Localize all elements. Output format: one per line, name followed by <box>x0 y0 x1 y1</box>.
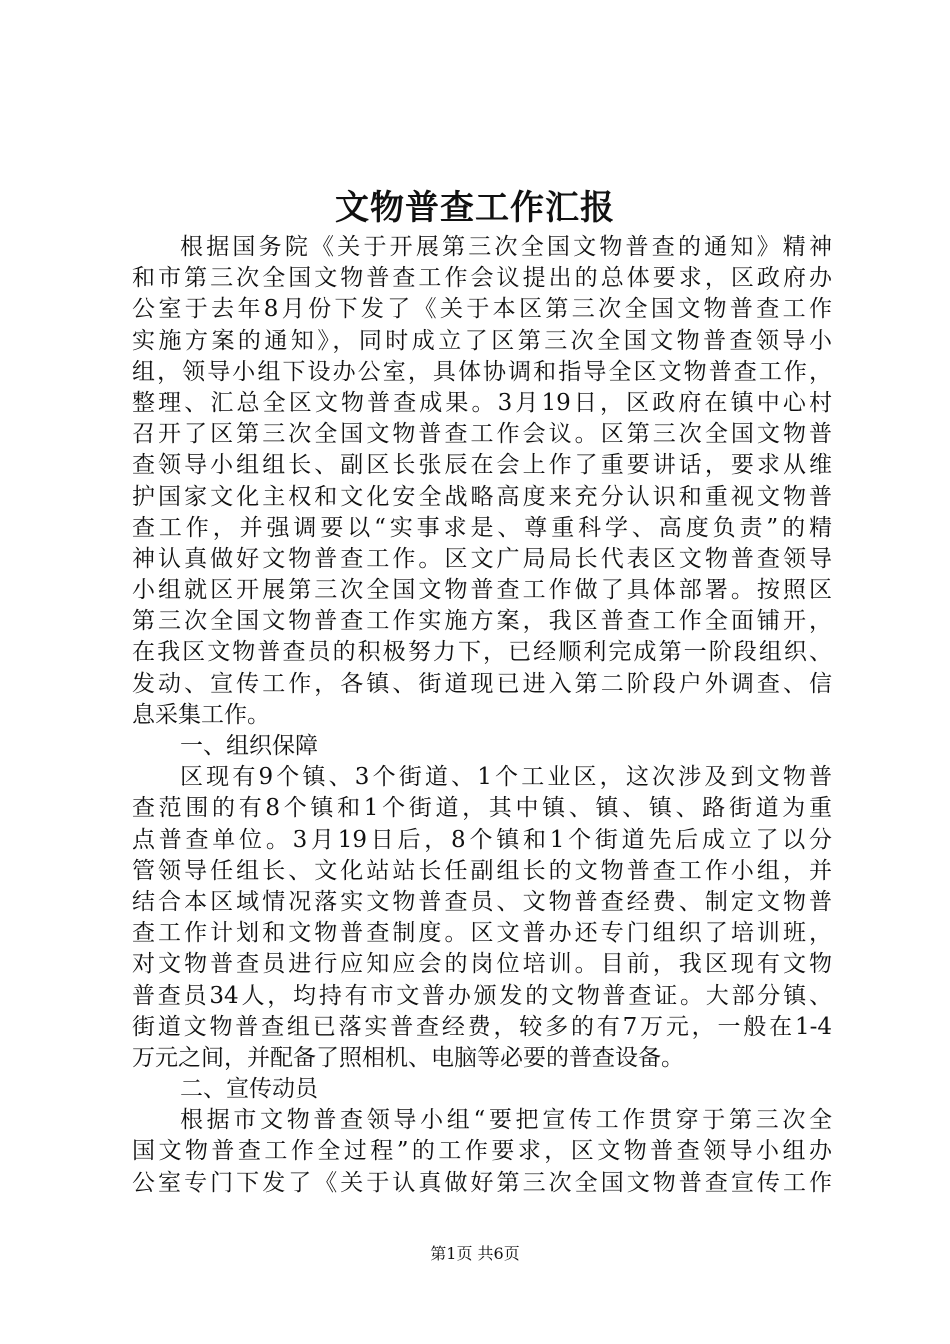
text-line: 查工作计划和文物普查制度。区文普办还专门组织了培训班， <box>132 920 832 947</box>
document-title: 文物普查工作汇报 <box>335 188 615 228</box>
text-line: 管领导任组长、文化站站长任副组长的文物普查工作小组，并 <box>132 857 832 884</box>
text-line: 和市第三次全国文物普查工作会议提出的总体要求，区政府办 <box>132 265 832 292</box>
text-line: 在我区文物普查员的积极努力下，已经顺利完成第一阶段组织、 <box>132 639 832 666</box>
text-line: 对文物普查员进行应知应会的岗位培训。目前，我区现有文物 <box>132 951 832 978</box>
text-line: 结合本区域情况落实文物普查员、文物普查经费、制定文物普 <box>132 888 832 915</box>
text-line: 实施方案的通知》，同时成立了区第三次全国文物普查领导小 <box>132 327 832 354</box>
text-line: 公室专门下发了《关于认真做好第三次全国文物普查宣传工作 <box>132 1169 832 1196</box>
text-line: 小组就区开展第三次全国文物普查工作做了具体部署。按照区 <box>132 577 832 604</box>
text-line: 点普查单位。3月19日后，8个镇和1个街道先后成立了以分 <box>132 826 832 853</box>
section-heading: 二、宣传动员 <box>180 1076 318 1103</box>
text-line: 根据市文物普查领导小组“要把宣传工作贯穿于第三次全 <box>180 1107 832 1134</box>
text-line: 万元之间，并配备了照相机、电脑等必要的普查设备。 <box>132 1044 684 1071</box>
text-line: 发动、宣传工作，各镇、街道现已进入第二阶段户外调查、信 <box>132 670 832 697</box>
text-line: 神认真做好文物普查工作。区文广局局长代表区文物普查领导 <box>132 545 832 572</box>
text-line: 组，领导小组下设办公室，具体协调和指导全区文物普查工作， <box>132 358 832 385</box>
section-heading: 一、组织保障 <box>180 733 318 759</box>
text-line: 普查员34人，均持有市文普办颁发的文物普查证。大部分镇、 <box>132 982 832 1009</box>
text-line: 护国家文化主权和文化安全战略高度来充分认识和重视文物普 <box>132 483 832 510</box>
text-line: 根据国务院《关于开展第三次全国文物普查的通知》精神 <box>180 234 832 260</box>
text-line: 国文物普查工作全过程”的工作要求，区文物普查领导小组办 <box>132 1138 832 1165</box>
text-line: 查领导小组组长、副区长张辰在会上作了重要讲话，要求从维 <box>132 452 832 479</box>
text-line: 区现有9个镇、3个街道、1个工业区，这次涉及到文物普 <box>180 764 832 791</box>
document-body <box>132 232 832 1199</box>
text-line: 息采集工作。 <box>132 701 270 728</box>
text-line: 召开了区第三次全国文物普查工作会议。区第三次全国文物普 <box>132 421 832 448</box>
text-line: 查工作，并强调要以“实事求是、尊重科学、高度负责”的精 <box>132 514 832 541</box>
text-line: 公室于去年8月份下发了《关于本区第三次全国文物普查工作 <box>132 296 832 323</box>
text-line: 查范围的有8个镇和1个街道，其中镇、镇、镇、路街道为重 <box>132 795 832 822</box>
text-line: 第三次全国文物普查工作实施方案，我区普查工作全面铺开， <box>132 608 832 635</box>
page-footer: 第1页 共6页 <box>430 1244 520 1263</box>
text-line: 整理、汇总全区文物普查成果。3月19日，区政府在镇中心村 <box>132 389 832 416</box>
text-line: 街道文物普查组已落实普查经费，较多的有7万元，一般在1-4 <box>132 1013 832 1040</box>
